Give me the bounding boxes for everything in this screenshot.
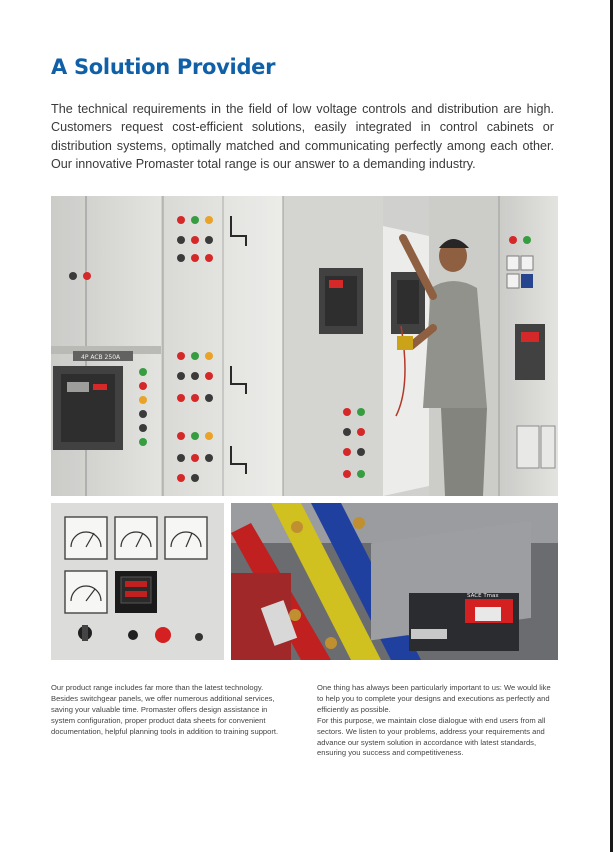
breaker-brand-text: SACE Tmax	[467, 593, 499, 599]
right-column-paragraph-1: One thing has always been particularly important to us: We would like to help you to complete your designs and executions as perfectly and efficiently as possible.	[317, 683, 551, 714]
right-column-paragraph-2: For this purpose, we maintain close dialogue with end users from all sectors. We listen to your problems, address your requirements and advance our system solution in accordance with latest standards, ensuring you success and competitiveness.	[317, 715, 546, 758]
meter-panel-photo	[51, 503, 224, 660]
right-text-column	[317, 683, 557, 759]
breaker-tag-text: 4P ACB 250A	[81, 354, 121, 361]
intro-paragraph: The technical requirements in the field of low voltage controls and distribution are high. Customers request cost-efficient solutions, easily integrated in control cabinets or distribution systems, optimally matched and communicating perfectly among each other. Our innovative Promaster total range is our answer to a demanding industry.	[51, 102, 554, 171]
circuit-breaker-photo	[231, 503, 558, 660]
page-title: A Solution Provider	[51, 55, 276, 79]
left-text-column	[51, 683, 289, 738]
switchgear-room-photo	[51, 196, 558, 496]
left-column-paragraph: Our product range includes far more than the latest technology. Besides switchgear panels, we offer numerous additional services, saving your valuable time. Promaster offers design assistance in system configuration, proper product data sheets for convenient documentation, helpful planning tools in addition to training support.	[51, 683, 279, 736]
